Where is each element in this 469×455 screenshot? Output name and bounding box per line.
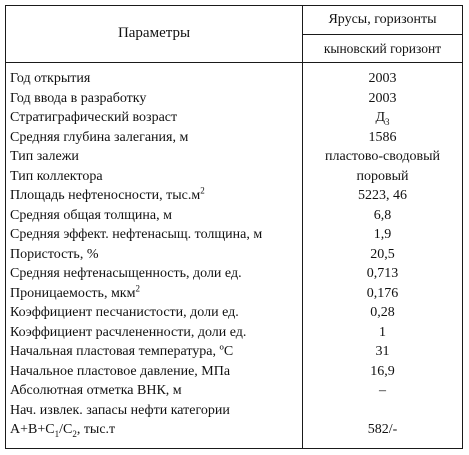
table-row bbox=[6, 89, 462, 109]
param-cell bbox=[10, 284, 300, 304]
value-cell: поровый bbox=[356, 168, 409, 184]
table-row bbox=[6, 186, 462, 206]
table-row bbox=[6, 401, 462, 440]
value-cell: 0,713 bbox=[366, 266, 399, 281]
param-main: Проницаемость, мкм bbox=[10, 285, 136, 301]
param-cell: Средняя нефтенасыщенность, доли ед. bbox=[10, 266, 242, 281]
param-cell: Начальное пластовое давление, МПа bbox=[10, 363, 231, 379]
value-cell: 2003 bbox=[368, 71, 397, 86]
tiers-header: Ярусы, горизонты bbox=[303, 6, 462, 35]
value-cell: 1 bbox=[379, 324, 386, 340]
value-cell: 20,5 bbox=[370, 246, 395, 262]
param-cell: Стратиграфический возраст bbox=[10, 110, 178, 125]
param-line-2 bbox=[10, 420, 300, 440]
parameters-table bbox=[5, 5, 463, 449]
value-cell: 1586 bbox=[368, 129, 397, 145]
table-row bbox=[6, 381, 462, 401]
param-cell: Средняя эффект. нефтенасыщ. толщина, м bbox=[10, 227, 263, 242]
table-body bbox=[6, 69, 462, 440]
param-line-1: Нач. извлек. запасы нефти категории bbox=[10, 402, 230, 418]
param-cell: Средняя глубина залегания, м bbox=[10, 129, 189, 145]
param-subscript: 2 bbox=[72, 428, 77, 439]
table-row bbox=[6, 245, 462, 265]
table-row bbox=[6, 303, 462, 323]
param-part: /С bbox=[59, 422, 73, 437]
horizon-header: кыновский горизонт bbox=[303, 35, 462, 63]
param-cell: Коэффициент песчанистости, доли ед. bbox=[10, 305, 239, 320]
table-row bbox=[6, 323, 462, 343]
param-cell: Тип залежи bbox=[10, 149, 79, 164]
param-part: , тыс.т bbox=[76, 422, 116, 437]
param-superscript: 2 bbox=[200, 185, 205, 196]
table-row bbox=[6, 128, 462, 148]
param-cell: Тип коллектора bbox=[10, 168, 103, 184]
table-row bbox=[6, 225, 462, 245]
table-row bbox=[6, 147, 462, 167]
table-row bbox=[6, 284, 462, 304]
table-row bbox=[6, 342, 462, 362]
value-cell: 6,8 bbox=[373, 207, 392, 223]
value-cell: 16,9 bbox=[370, 363, 395, 379]
table-row bbox=[6, 69, 462, 89]
value-cell: пластово-сводовый bbox=[325, 149, 440, 164]
param-cell: Средняя общая толщина, м bbox=[10, 207, 172, 223]
param-cell: Абсолютная отметка ВНК, м bbox=[10, 383, 182, 398]
param-cell: Год ввода в разработку bbox=[10, 90, 147, 106]
value-cell: 582/- bbox=[367, 422, 398, 437]
value-cell: 0,176 bbox=[366, 285, 399, 301]
table-row bbox=[6, 362, 462, 382]
param-cell bbox=[10, 186, 300, 206]
value-cell: 0,28 bbox=[370, 305, 395, 320]
value-subscript: 3 bbox=[385, 116, 390, 127]
value-cell: 2003 bbox=[368, 90, 397, 106]
value-cell: 31 bbox=[375, 344, 390, 359]
value-cell: 5223, 46 bbox=[358, 188, 407, 203]
table-row bbox=[6, 264, 462, 284]
value-main: Д bbox=[375, 110, 386, 125]
param-cell: Начальная пластовая температура, ºС bbox=[10, 344, 234, 359]
param-superscript: 2 bbox=[135, 282, 140, 293]
value-cell bbox=[303, 108, 462, 128]
param-cell: Год открытия bbox=[10, 71, 91, 86]
param-main: Площадь нефтеносности, тыс.м bbox=[10, 188, 201, 203]
table-row bbox=[6, 167, 462, 187]
param-subscript: 1 bbox=[54, 428, 60, 439]
param-cell bbox=[10, 401, 300, 440]
param-cell: Пористость, % bbox=[10, 246, 99, 262]
param-part: А+В+С bbox=[10, 422, 55, 437]
value-cell: – bbox=[379, 383, 386, 398]
value-cell: 1,9 bbox=[373, 227, 392, 242]
table-row bbox=[6, 108, 462, 128]
table-row bbox=[6, 206, 462, 226]
param-cell: Коэффициент расчлененности, доли ед. bbox=[10, 324, 247, 340]
params-header: Параметры bbox=[6, 6, 303, 63]
